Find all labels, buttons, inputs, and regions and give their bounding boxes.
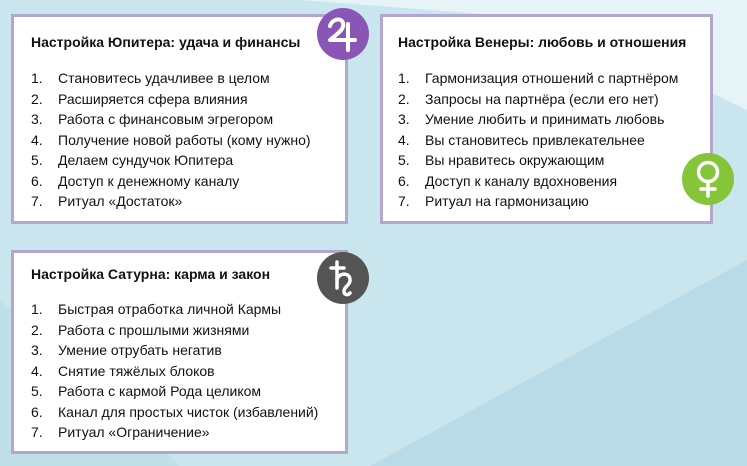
list-item xyxy=(398,191,678,212)
list-item xyxy=(31,340,318,361)
list-item xyxy=(31,89,311,110)
jupiter-card xyxy=(11,14,348,224)
list-item-number: 2. xyxy=(31,90,43,107)
list-item-text: Становитесь удачливее в целом xyxy=(58,70,270,86)
list-item-text: Получение новой работы (кому нужно) xyxy=(58,131,311,148)
list-item xyxy=(398,171,678,192)
list-item xyxy=(31,150,311,171)
jupiter-list xyxy=(31,68,311,212)
venus-card-title: Настройка Венеры: любовь и отношения xyxy=(398,34,687,50)
list-item-number: 5. xyxy=(398,152,410,168)
list-item-number: 1. xyxy=(398,70,410,86)
list-item-text: Ритуал на гармонизацию xyxy=(425,193,589,209)
list-item-number: 3. xyxy=(31,342,43,358)
list-item-text: Работа с финансовым эгрегором xyxy=(58,111,274,127)
list-item-number: 5. xyxy=(31,383,43,399)
list-item-text: Ритуал «Достаток» xyxy=(58,193,183,209)
list-item xyxy=(31,299,318,320)
venus-list xyxy=(398,68,678,212)
list-item-number: 3. xyxy=(31,111,43,127)
saturn-card-title: Настройка Сатурна: карма и закон xyxy=(31,266,271,282)
list-item-text: Вы становитесь привлекательнее xyxy=(425,131,645,148)
list-item-text: Доступ к каналу вдохновения xyxy=(425,172,618,189)
list-item xyxy=(31,422,318,443)
list-item-number: 5. xyxy=(31,152,43,168)
list-item-text: Делаем сундучок Юпитера xyxy=(58,152,234,168)
list-item-text: Быстрая отработка личной Кармы xyxy=(58,301,282,317)
list-item-text: Снятие тяжёлых блоков xyxy=(58,362,215,379)
venus-card xyxy=(380,14,713,224)
list-item-number: 4. xyxy=(31,362,43,379)
list-item xyxy=(31,68,311,89)
list-item-text: Канал для простых чисток (избавлений) xyxy=(58,403,319,420)
saturn-card xyxy=(11,250,348,454)
list-item xyxy=(31,402,318,423)
list-item-text: Доступ к денежному каналу xyxy=(58,172,240,189)
list-item xyxy=(398,109,678,130)
list-item xyxy=(398,68,678,89)
list-item-number: 7. xyxy=(398,193,410,209)
list-item-text: Работа с кармой Рода целиком xyxy=(58,383,262,399)
list-item xyxy=(31,171,311,192)
list-item-number: 6. xyxy=(31,403,43,420)
list-item-number: 2. xyxy=(398,90,410,107)
list-item-number: 6. xyxy=(398,172,410,189)
list-item-number: 7. xyxy=(31,424,43,440)
list-item xyxy=(31,381,318,402)
list-item xyxy=(31,191,311,212)
list-item-text: Работа с прошлыми жизнями xyxy=(58,321,250,338)
list-item xyxy=(31,320,318,341)
list-item-text: Гармонизация отношений с партнёром xyxy=(425,70,679,86)
list-item-text: Умение любить и принимать любовь xyxy=(425,111,665,127)
list-item-text: Запросы на партнёра (если его нет) xyxy=(425,90,659,107)
list-item-text: Расширяется сфера влияния xyxy=(58,90,248,107)
list-item-number: 1. xyxy=(31,70,43,86)
list-item-number: 6. xyxy=(31,172,43,189)
jupiter-symbol-icon xyxy=(317,8,369,60)
saturn-symbol-icon xyxy=(317,252,369,304)
list-item-number: 4. xyxy=(31,131,43,148)
list-item-text: Вы нравитесь окружающим xyxy=(425,152,605,168)
list-item-number: 2. xyxy=(31,321,43,338)
list-item xyxy=(31,361,318,382)
list-item xyxy=(31,130,311,151)
list-item-number: 3. xyxy=(398,111,410,127)
list-item-text: Умение отрубать негатив xyxy=(58,342,222,358)
list-item-number: 4. xyxy=(398,131,410,148)
list-item-text: Ритуал «Ограничение» xyxy=(58,424,210,440)
saturn-list xyxy=(31,299,318,443)
list-item-number: 1. xyxy=(31,301,43,317)
jupiter-card-title: Настройка Юпитера: удача и финансы xyxy=(31,34,301,50)
list-item xyxy=(398,89,678,110)
list-item xyxy=(31,109,311,130)
list-item-number: 7. xyxy=(31,193,43,209)
venus-symbol-icon xyxy=(682,153,734,205)
list-item xyxy=(398,130,678,151)
list-item xyxy=(398,150,678,171)
